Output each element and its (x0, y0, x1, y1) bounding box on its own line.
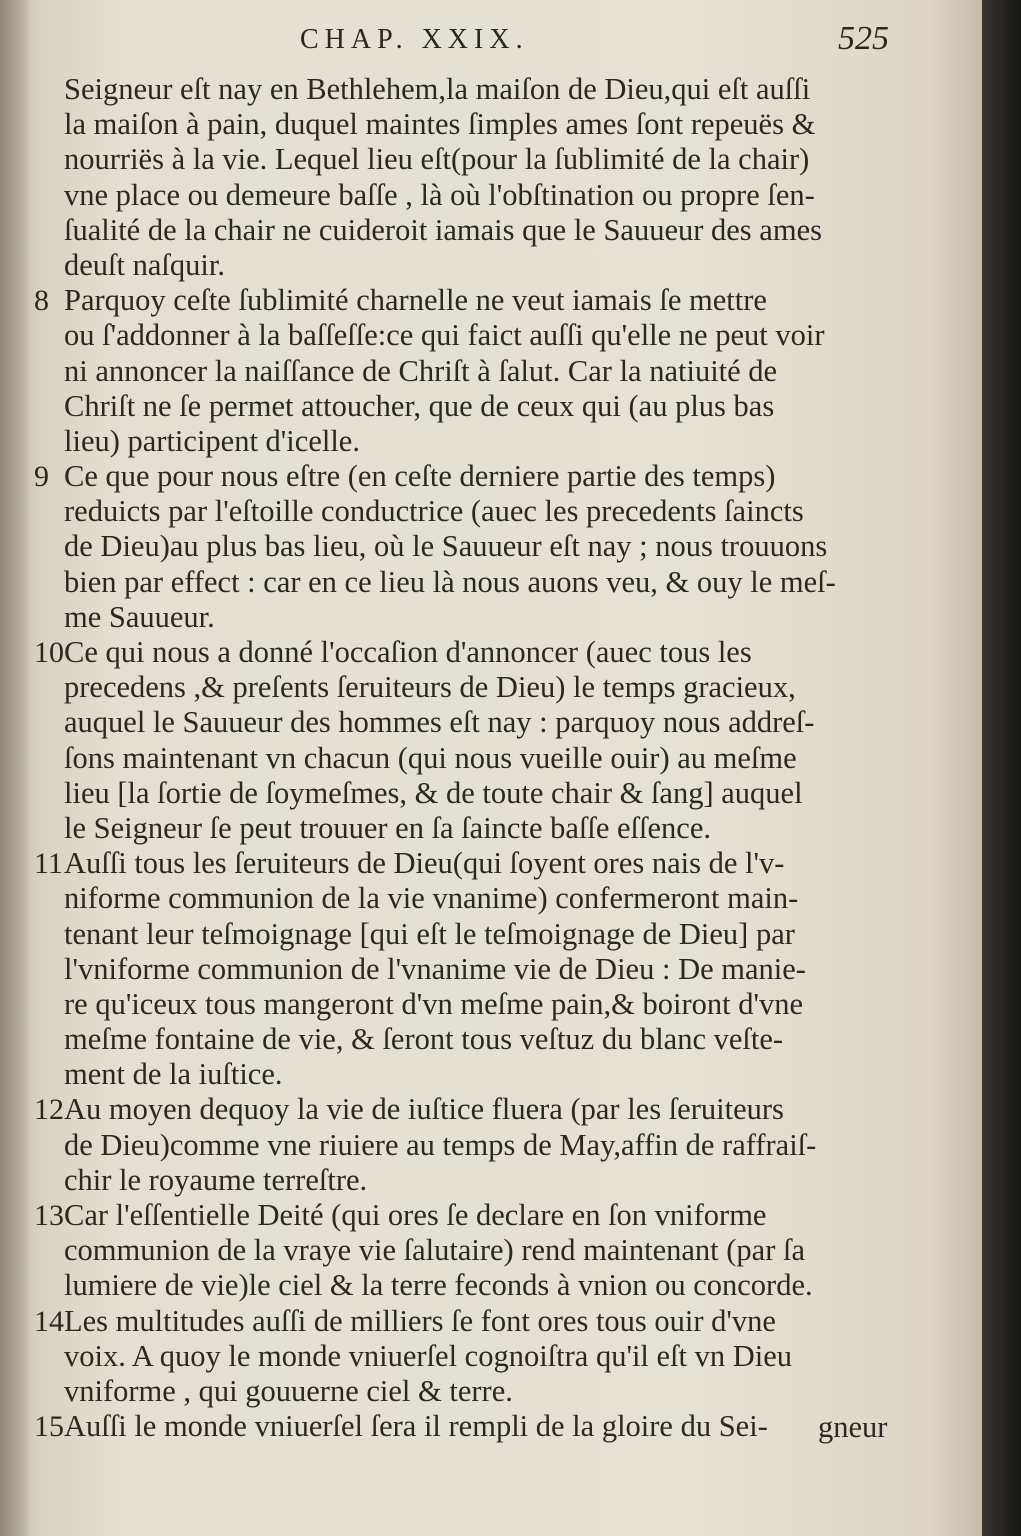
text-line: re qu'iceux tous mangeront d'vn meſme pain,& boiront d'vne (64, 986, 803, 1021)
paragraph (34, 635, 914, 846)
text-line: Les multitudes auſſi de milliers ſe font ores tous ouir d'vne (64, 1303, 776, 1338)
text-line: auquel le Sauueur des hommes eſt nay : parquoy nous addreſ- (64, 705, 815, 740)
text-line: Parquoy ceſte ſublimité charnelle ne veut iamais ſe mettre (64, 283, 767, 318)
text-line: lieu) participent d'icelle. (64, 423, 360, 458)
paragraph (34, 283, 914, 459)
catchword: gneur (818, 1410, 888, 1444)
text-line: ſualité de la chair ne cuideroit iamais que le Sauueur des ames (64, 212, 822, 247)
text-line: de Dieu)comme vne riuiere au temps de May,affin de raffraiſ- (64, 1127, 817, 1162)
text-line: lieu [la ſortie de ſoymeſmes, & de toute chair & ſang] auquel (64, 775, 803, 810)
paragraph (34, 1092, 914, 1198)
text-line: deuſt naſquir. (64, 247, 225, 282)
text-line: nourriës à la vie. Lequel lieu eſt(pour la ſublimité de la chair) (64, 142, 810, 177)
running-head: CHAP. XXIX. (300, 24, 529, 55)
text-line: Ce que pour nous eſtre (en ceſte derniere partie des temps) (64, 459, 776, 494)
text-line: chir le royaume terreſtre. (64, 1162, 368, 1197)
text-line: le Seigneur ſe peut trouuer en ſa ſaincte baſſe eſſence. (64, 810, 711, 845)
paragraph (34, 459, 914, 635)
text-line: vniforme , qui gouuerne ciel & terre. (64, 1373, 513, 1408)
paragraph (34, 1409, 914, 1444)
paragraph (34, 1303, 914, 1410)
text-line: reduicts par l'eſtoille conductrice (auec les precedents ſaincts (64, 494, 804, 529)
verse-number: 15 (34, 1410, 64, 1444)
text-line: communion de la vraye vie ſalutaire) rend maintenant (par ſa (64, 1233, 806, 1268)
page-gutter (0, 0, 30, 1536)
page-header (0, 16, 982, 66)
text-line: la maiſon à pain, duquel maintes ſimples ames ſont repeuës & (64, 107, 816, 142)
verse-number: 8 (34, 284, 49, 318)
text-line: lumiere de vie)le ciel & la terre feconds à vnion ou concorde. (64, 1268, 813, 1303)
text-line: ni annoncer la naiſſance de Chriſt à ſalut. Car la natiuité de (64, 353, 778, 388)
text-line: Chriſt ne ſe permet attoucher, que de ceux qui (au plus bas (64, 388, 775, 423)
verse-number: 13 (34, 1199, 64, 1232)
text-line: Auſſi le monde vniuerſel ſera il rempli de la gloire du Sei- (64, 1409, 768, 1444)
verse-number: 14 (34, 1304, 64, 1338)
verse-number: 12 (34, 1093, 64, 1127)
text-line: ou ſ'addonner à la baſſeſſe:ce qui faict auſſi qu'elle ne peut voir (64, 318, 825, 353)
text-line: de Dieu)au plus bas lieu, où le Sauueur eſt nay ; nous trouuons (64, 529, 828, 564)
text-line: Au moyen dequoy la vie de iuſtice fluera (par les ſeruiteurs (64, 1092, 784, 1127)
body-text (34, 72, 914, 1444)
text-line: l'vniforme communion de l'vnanime vie de Dieu : De manie- (64, 951, 806, 986)
paragraph (64, 72, 914, 283)
text-line: ſons maintenant vn chacun (qui nous vueille ouir) au meſme (64, 740, 797, 775)
text-line: Car l'eſſentielle Deité (qui ores ſe declare en ſon vniforme (64, 1198, 767, 1232)
text-line: me Sauueur. (64, 599, 215, 634)
page-edge-shadow (982, 0, 1021, 1536)
paragraph (34, 1198, 914, 1304)
text-line: tenant leur teſmoignage [qui eſt le teſmoignage de Dieu] par (64, 916, 795, 951)
verse-number: 10 (34, 636, 64, 669)
text-line: Seigneur eſt nay en Bethlehem,la maiſon de Dieu,qui eſt auſſi (64, 72, 811, 106)
text-line: voix. A quoy le monde vniuerſel cognoiſtra qu'il eſt vn Dieu (64, 1338, 793, 1373)
text-line: Ce qui nous a donné l'occaſion d'annoncer (auec tous les (64, 635, 752, 669)
verse-number: 9 (34, 460, 49, 494)
page-number: 525 (838, 20, 889, 57)
text-line: niforme communion de la vie vnanime) confermeront main- (64, 881, 799, 916)
text-line: precedens ,& preſents ſeruiteurs de Dieu) le temps gracieux, (64, 670, 796, 705)
text-line: Auſſi tous les ſeruiteurs de Dieu(qui ſoyent ores nais de l'v- (64, 846, 785, 881)
text-line: vne place ou demeure baſſe , là où l'obſtination ou propre ſen- (64, 177, 815, 212)
text-line: bien par effect : car en ce lieu là nous auons veu, & ouy le meſ- (64, 564, 836, 599)
paragraph (34, 846, 914, 1092)
text-line: meſme fontaine de vie, & ſeront tous veſtuz du blanc veſte- (64, 1022, 784, 1057)
text-line: ment de la iuſtice. (64, 1057, 283, 1092)
verse-number: 11 (34, 847, 63, 881)
